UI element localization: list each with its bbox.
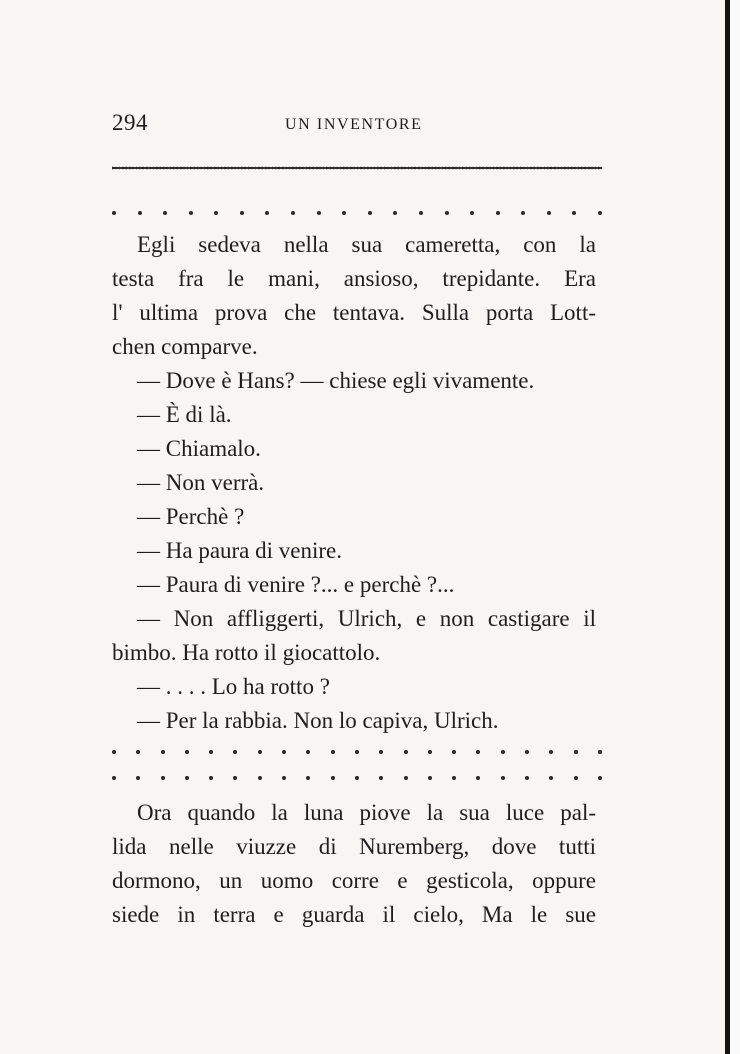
- page-edge-shadow-line: [725, 0, 730, 1054]
- dialogue-line: — Perchè ?: [137, 504, 245, 529]
- dialogue-line: bimbo. Ha rotto il giocattolo.: [112, 640, 381, 665]
- dialogue-line: — Per la rabbia. Non lo capiva, Ulrich.: [137, 708, 499, 733]
- ellipsis-row-top: [112, 203, 602, 223]
- dialogue-line: — Chiamalo.: [137, 436, 261, 461]
- ellipsis-row: [112, 742, 602, 762]
- dialogue-line: — Non verrà.: [137, 470, 265, 495]
- text-line: siede in terra e guarda il cielo, Ma le sue: [112, 902, 596, 927]
- text-line: Ora quando la luna piove la sua luce pal-: [137, 800, 596, 825]
- page-margin: [730, 0, 740, 1054]
- text-line: chen comparve.: [112, 334, 258, 359]
- dialogue-line: — . . . . Lo ha rotto ?: [137, 674, 330, 699]
- dialogue-line: — Non affliggerti, Ulrich, e non castigare il: [137, 606, 596, 631]
- running-title: UN INVENTORE: [285, 116, 423, 133]
- dialogue-line: — Paura di venire ?... e perchè ?...: [137, 572, 455, 597]
- text-line: lida nelle viuzze di Nuremberg, dove tutti: [112, 834, 596, 859]
- text-line: Egli sedeva nella sua cameretta, con la: [137, 232, 596, 257]
- ornament-border: [112, 162, 602, 174]
- dialogue-line: — Ha paura di venire.: [137, 538, 343, 563]
- text-line: l' ultima prova che tentava. Sulla porta Lott-: [112, 300, 596, 325]
- text-line: dormono, un uomo corre e gesticola, oppure: [112, 868, 596, 893]
- dialogue-line: — È di là.: [137, 402, 232, 427]
- page-header: [112, 110, 600, 140]
- text-line: testa fra le mani, ansioso, trepidante. Era: [112, 266, 596, 291]
- dialogue-line: — Dove è Hans? — chiese egli vivamente.: [137, 368, 535, 393]
- page-number: 294: [112, 110, 148, 135]
- ellipsis-row: [112, 768, 602, 788]
